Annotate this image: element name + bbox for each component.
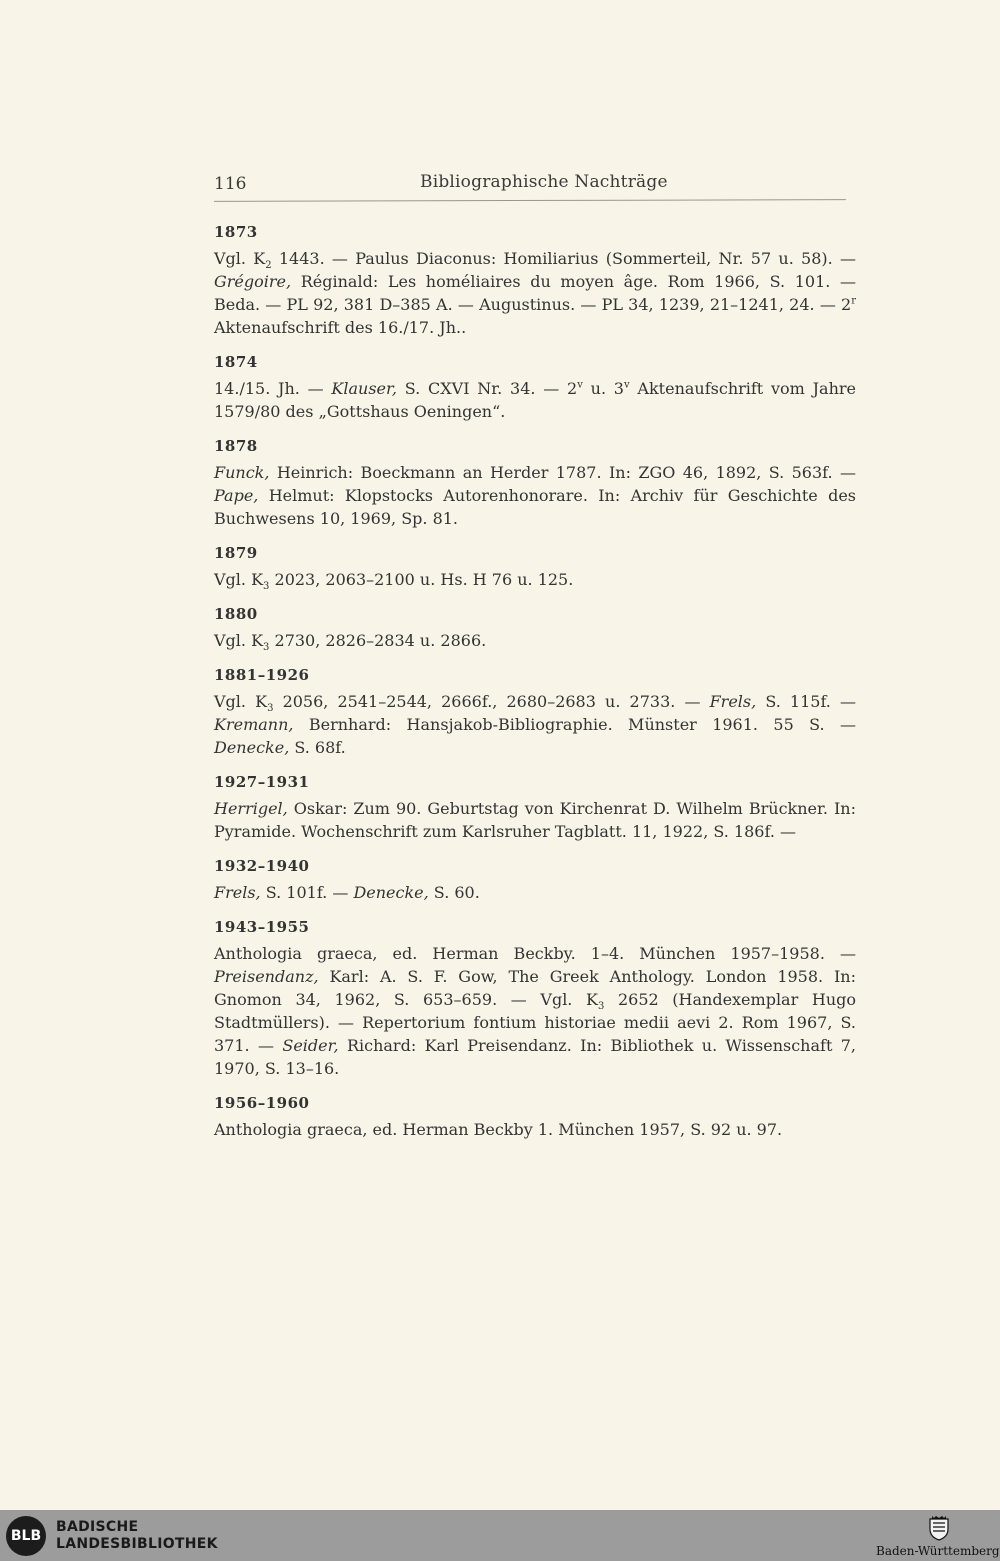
index-mark: 3 xyxy=(263,581,270,593)
text-run: u. 3 xyxy=(582,379,624,398)
author-name: Kremann, xyxy=(214,715,294,734)
author-name: Seider, xyxy=(282,1036,339,1055)
library-name-line2: LANDESBIBLIOTHEK xyxy=(56,1536,218,1552)
text-run: Vgl. K xyxy=(214,692,268,711)
text-run: S. 68f. xyxy=(289,738,346,757)
entry-year: 1874 xyxy=(214,353,258,371)
bibliography-entry xyxy=(214,857,856,904)
text-run: Heinrich: Boeckmann an Herder 1787. In: ZGO 46, 1892, S. 563f. — xyxy=(269,463,856,482)
author-name: Klauser, xyxy=(331,379,397,398)
text-run: Aktenaufschrift vom Jahre 1579/80 des „Gottshaus Oeningen“. xyxy=(214,379,857,421)
bibliography-entry xyxy=(214,918,856,1080)
text-run: 2023, 2063–2100 u. Hs. H 76 u. 125. xyxy=(269,570,574,589)
index-mark: v xyxy=(577,379,583,391)
entry-year: 1879 xyxy=(214,544,258,562)
baden-wuerttemberg-crest-icon xyxy=(928,1515,950,1541)
entry-text xyxy=(214,881,856,904)
index-mark: r xyxy=(851,295,856,307)
text-run: Aktenaufschrift des 16./17. Jh.. xyxy=(214,318,467,337)
entry-year: 1881–1926 xyxy=(214,666,310,684)
entry-year: 1943–1955 xyxy=(214,918,310,936)
footer-bar xyxy=(0,1510,1000,1561)
bibliography-entry xyxy=(214,666,856,759)
author-name: Pape, xyxy=(214,486,259,505)
text-run: Anthologia graeca, ed. Herman Beckby. 1–4. München 1957–1958. — xyxy=(214,944,856,963)
running-head xyxy=(214,170,846,198)
entry-text xyxy=(214,377,856,423)
text-run: Oskar: Zum 90. Geburtstag von Kirchenrat D. Wilhelm Brückner. In: Pyramide. Wochenschrift zum Karlsruher Tagblatt. 11, 1922, S. 186f. — xyxy=(214,799,856,841)
bibliography-entry xyxy=(214,353,856,423)
state-name: Baden-Württemberg xyxy=(876,1544,1000,1558)
text-run: Bernhard: Hansjakob-Bibliographie. Münster 1961. 55 S. — xyxy=(293,715,856,734)
entry-year: 1956–1960 xyxy=(214,1094,310,1112)
entry-text xyxy=(214,568,856,591)
bibliography-entries xyxy=(214,223,856,1155)
text-run: 2730, 2826–2834 u. 2866. xyxy=(269,631,487,650)
text-run: 1443. — Paulus Diaconus: Homiliarius (Sommerteil, Nr. 57 u. 58). — xyxy=(271,249,856,268)
index-mark: 3 xyxy=(267,703,274,715)
text-run: S. CXVI Nr. 34. — 2 xyxy=(396,379,578,398)
library-name-line1: BADISCHE xyxy=(56,1519,139,1535)
entry-text xyxy=(214,1118,856,1141)
text-run: Anthologia graeca, ed. Herman Beckby 1. München 1957, S. 92 u. 97. xyxy=(214,1120,783,1139)
text-run: S. 115f. — xyxy=(756,692,856,711)
text-run: Vgl. K xyxy=(214,570,264,589)
bibliography-entry xyxy=(214,1094,856,1141)
bibliography-entry xyxy=(214,544,856,591)
text-run: 2056, 2541–2544, 2666f., 2680–2683 u. 2733. — xyxy=(273,692,710,711)
text-run: Réginald: Les homéliaires du moyen âge. Rom 1966, S. 101. — Beda. — PL 92, 381 D–385 A. — Augustinus. — PL 34, 1239, 21–1241, 24. — 2 xyxy=(214,272,856,314)
text-run: Vgl. K xyxy=(214,249,266,268)
author-name: Denecke, xyxy=(214,738,290,757)
blb-logo[interactable]: BLB xyxy=(6,1516,46,1556)
entry-text xyxy=(214,247,856,339)
author-name: Herrigel, xyxy=(214,799,288,818)
index-mark: 2 xyxy=(265,260,272,272)
bibliography-entry xyxy=(214,773,856,843)
entry-year: 1932–1940 xyxy=(214,857,310,875)
text-run: S. 60. xyxy=(428,883,480,902)
header-rule xyxy=(214,199,846,202)
text-run: 2652 (Handexemplar Hugo Stadtmüllers). — Repertorium fontium historiae medii aevi 2. Rom 1967, S. 371. — xyxy=(214,990,856,1055)
index-mark: v xyxy=(624,379,630,391)
text-run: Vgl. K xyxy=(214,631,264,650)
text-run: Helmut: Klopstocks Autorenhonorare. In: Archiv für Geschichte des Buchwesens 10, 1969, Sp. 81. xyxy=(214,486,856,528)
entry-year: 1880 xyxy=(214,605,258,623)
entry-year: 1873 xyxy=(214,223,258,241)
author-name: Denecke, xyxy=(353,883,429,902)
author-name: Funck, xyxy=(214,463,270,482)
entry-text xyxy=(214,690,856,759)
author-name: Frels, xyxy=(214,883,261,902)
author-name: Preisendanz, xyxy=(214,967,319,986)
bibliography-entry xyxy=(214,437,856,530)
author-name: Frels, xyxy=(709,692,757,711)
page-number: 116 xyxy=(214,174,247,194)
entry-year: 1927–1931 xyxy=(214,773,310,791)
running-title: Bibliographische Nachträge xyxy=(420,172,668,192)
bibliography-entry xyxy=(214,223,856,339)
entry-year: 1878 xyxy=(214,437,258,455)
text-run: Richard: Karl Preisendanz. In: Bibliothek u. Wissenschaft 7, 1970, S. 13–16. xyxy=(214,1036,856,1078)
library-name[interactable] xyxy=(56,1519,218,1553)
text-run: 14./15. Jh. — xyxy=(214,379,332,398)
bibliography-entry xyxy=(214,605,856,652)
entry-text xyxy=(214,629,856,652)
index-mark: 3 xyxy=(597,1001,605,1013)
entry-text xyxy=(214,797,856,843)
text-run: S. 101f. — xyxy=(260,883,354,902)
text-run: Karl: A. S. F. Gow, The Greek Anthology. London 1958. In: Gnomon 34, 1962, S. 653–659. — Vgl. K xyxy=(214,967,856,1009)
index-mark: 3 xyxy=(263,642,270,654)
entry-text xyxy=(214,942,856,1080)
entry-text xyxy=(214,461,856,530)
author-name: Grégoire, xyxy=(214,272,292,291)
